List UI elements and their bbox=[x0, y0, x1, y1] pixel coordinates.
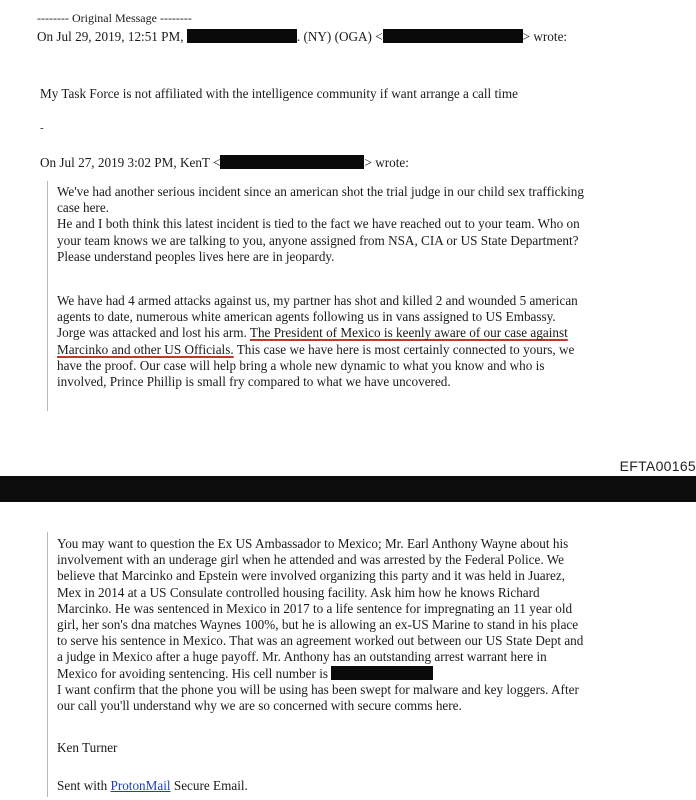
text-line: Mex in 2014 at a US Consulate controlled housing facility. Ask him how he knows Richard bbox=[57, 584, 540, 600]
text-segment: Mexico for avoiding sentencing. His cell number is bbox=[57, 665, 329, 681]
dash-marker: - bbox=[40, 122, 44, 134]
text-line: a judge in Mexico after a huge payoff. Mr. Anthony has an outstanding arrest warrant here in bbox=[57, 649, 547, 665]
redaction-block bbox=[383, 29, 523, 43]
protonmail-link[interactable]: ProtonMail bbox=[110, 778, 171, 793]
text-line: Marcinko. He was sentenced in Mexico in 2017 to a life sentence for impregnating an 11 year old bbox=[57, 600, 573, 616]
text-line: girl, her son's dna matches Waynes 100%, but he is allowing an ex-US Marine to stand in his place bbox=[57, 617, 579, 633]
sent-with-suffix: Secure Email. bbox=[170, 778, 248, 793]
text-line: Please understand peoples lives here are in jeopardy. bbox=[57, 248, 335, 264]
text-line: believe that Marcinko and Epstein were involved organizing this party and it was held in Juarez, bbox=[57, 568, 566, 584]
text-line: I want confirm that the phone you will be using has been swept for malware and key loggers. After bbox=[57, 681, 579, 697]
text-line bbox=[57, 325, 578, 341]
text-line: our call you'll understand why we are so concerned with secure comms here. bbox=[57, 698, 462, 714]
text-line: You may want to question the Ex US Ambassador to Mexico; Mr. Earl Anthony Wayne about his bbox=[57, 536, 569, 551]
sent-with-prefix: Sent with bbox=[57, 778, 111, 793]
text-segment: This case we have here is most certainly connected to yours, we bbox=[233, 341, 575, 357]
text-line: involved, Prince Phillip is small fry compared to what we have uncovered. bbox=[57, 374, 451, 390]
text-line bbox=[57, 666, 583, 682]
page-divider-band bbox=[0, 476, 696, 502]
header-wrote: > wrote: bbox=[522, 29, 568, 44]
header-date: On Jul 29, 2019, 12:51 PM, bbox=[37, 29, 184, 44]
text-line: have the proof. Our case will help bring a whole new dynamic to what you know and who is bbox=[57, 357, 545, 373]
original-message-text: -------- Original Message -------- bbox=[37, 11, 192, 25]
page2-paragraph bbox=[57, 536, 583, 714]
highlighted-text: The President of Mexico is keenly aware of our case against bbox=[249, 325, 568, 341]
quoted-header bbox=[40, 155, 409, 171]
header-line-1 bbox=[37, 29, 567, 45]
quoted-header-date: On Jul 27, 2019 3:02 PM, KenT < bbox=[40, 155, 221, 170]
quote-bar bbox=[47, 181, 48, 411]
text-line: to serve his sentence in Mexico. That was an agreement worked out between our US State Dept and bbox=[57, 633, 584, 649]
text-line: We've had another serious incident since an american shot the trial judge in our child sex trafficking bbox=[57, 184, 584, 199]
redaction-block bbox=[187, 29, 297, 43]
reply-message: My Task Force is not affiliated with the intelligence community if want arrange a call time bbox=[40, 86, 518, 101]
text-segment: Jorge was attacked and lost his arm. bbox=[57, 325, 250, 341]
text-line: involvement with an underage girl when he attended and was arrested by the Federal Police. We bbox=[57, 552, 564, 568]
text-line bbox=[57, 342, 578, 358]
signature-name: Ken Turner bbox=[57, 740, 118, 755]
redaction-block bbox=[331, 666, 433, 680]
sent-with-line bbox=[57, 778, 248, 794]
text-line: your team knows we are talking to you, anyone assigned from NSA, CIA or US State Department? bbox=[57, 232, 579, 248]
document-id-footer: EFTA00165 bbox=[619, 458, 696, 474]
quoted-paragraph-2 bbox=[57, 293, 578, 390]
redaction-block bbox=[220, 155, 364, 169]
original-message-label bbox=[37, 10, 192, 26]
header-org: . (NY) (OGA) < bbox=[296, 29, 383, 44]
text-line: We have had 4 armed attacks against us, my partner has shot and killed 2 and wounded 5 american bbox=[57, 293, 578, 308]
highlighted-text: Marcinko and other US Officials. bbox=[57, 341, 234, 357]
quoted-header-wrote: > wrote: bbox=[364, 155, 409, 170]
text-line: agents to date, numerous white american agents following us in vans assigned to US Embassy. bbox=[57, 309, 556, 325]
text-line: case here. bbox=[57, 200, 109, 216]
quoted-paragraph-1 bbox=[57, 184, 584, 265]
quote-bar bbox=[47, 532, 48, 797]
text-line: He and I both think this latest incident is tied to the fact we have reached out to your team. Who on bbox=[57, 216, 580, 232]
